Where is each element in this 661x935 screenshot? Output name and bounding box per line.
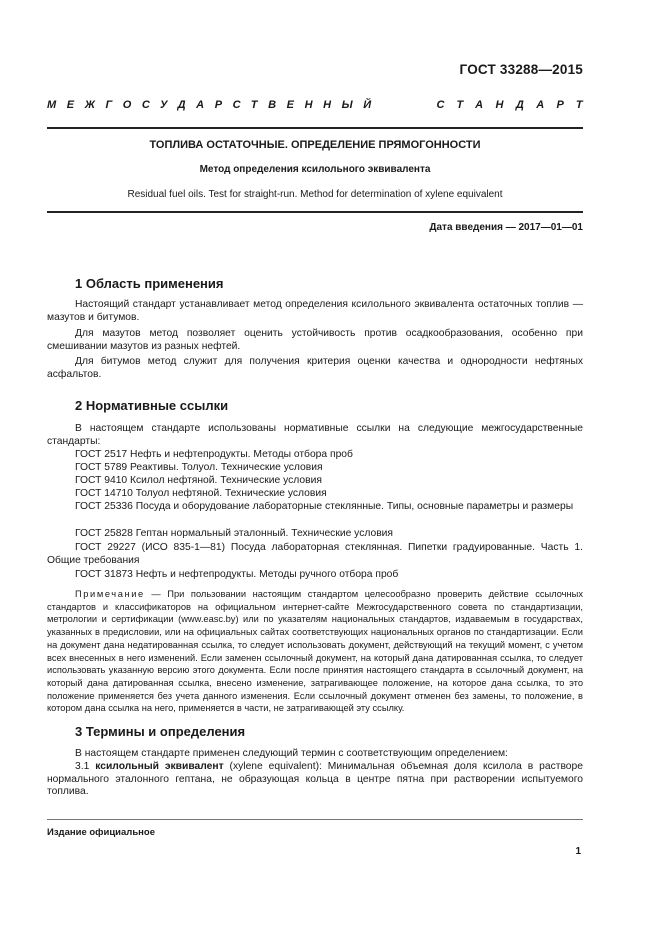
reference-item: ГОСТ 2517 Нефть и нефтепродукты. Методы отбора проб xyxy=(75,449,353,460)
reference-item: ГОСТ 9410 Ксилол нефтяной. Технические условия xyxy=(75,475,322,486)
reference-item: ГОСТ 14710 Толуол нефтяной. Технические условия xyxy=(75,488,327,499)
standard-type-line xyxy=(47,99,595,111)
reference-item: ГОСТ 5789 Реактивы. Толуол. Технические условия xyxy=(75,462,323,473)
page-number: 1 xyxy=(575,846,581,857)
footer-divider xyxy=(47,819,583,820)
term-number: 3.1 xyxy=(75,761,96,772)
section-2-heading: 2 Нормативные ссылки xyxy=(75,398,229,413)
top-divider xyxy=(47,127,583,129)
reference-item: ГОСТ 25828 Гептан нормальный эталонный. Технические условия xyxy=(75,528,393,539)
reference-item: ГОСТ 31873 Нефть и нефтепродукты. Методы ручного отбора проб xyxy=(75,569,399,580)
document-subtitle: Метод определения ксилольного эквивалента xyxy=(199,164,431,175)
gost-code: ГОСТ 33288—2015 xyxy=(459,62,583,77)
section-1-paragraph: Для битумов метод служит для получения критерия оценки качества и однородности нефтяных асфальтов. xyxy=(47,356,583,380)
term-name: ксилольный эквивалент xyxy=(95,761,224,772)
reference-item: ГОСТ 25336 Посуда и оборудование лабораторные стеклянные. Типы, основные параметры и размеры xyxy=(75,501,574,512)
title-divider xyxy=(47,211,583,213)
document-title-english: Residual fuel oils. Test for straight-run. Method for determination of xylene equivalent xyxy=(127,189,503,200)
standard-type-word1: МЕЖГОСУДАРСТВЕННЫЙ xyxy=(47,99,382,111)
term-definition xyxy=(47,761,583,799)
section-3-intro: В настоящем стандарте применен следующий термин с соответствующим определением: xyxy=(75,748,508,759)
introduction-date: Дата введения — 2017—01—01 xyxy=(429,222,583,233)
note-label: Примечание xyxy=(75,589,145,599)
section-1-paragraph: Настоящий стандарт устанавливает метод определения ксилольного эквивалента остаточных топлив — мазутов и битумов. xyxy=(47,299,583,323)
document-title: ТОПЛИВА ОСТАТОЧНЫЕ. ОПРЕДЕЛЕНИЕ ПРЯМОГОННОСТИ xyxy=(149,139,481,151)
standard-type-word2: СТАНДАРТ xyxy=(436,99,595,111)
section-3-heading: 3 Термины и определения xyxy=(75,724,246,739)
reference-item: ГОСТ 29227 (ИСО 835-1—81) Посуда лабораторная стеклянная. Пипетки градуированные. Часть 1. Общие требования xyxy=(47,542,583,566)
term-definition-text: (xylene equivalent): Минимальная объемная доля ксилола в растворе нормального эталонного гептана, не образующая кольца в центре пятна при растворении испытуемого топлива. xyxy=(47,761,583,798)
section-2-intro: В настоящем стандарте использованы нормативные ссылки на следующие межгосударственные стандарты: xyxy=(47,423,583,447)
note-text: — При пользовании настоящим стандартом целесообразно проверить действие ссылочных стандартов и классификаторов на официальном интернет-сайте Межгосударственного совета по стандартизации, метрологии и сертификации (www.easc.by) или по указателям национальных стандартов, издаваемым в государствах, указанных в предисловии, или на официальных сайтах соответствующих национальных органов по стандартизации. Если на документ дана недатированная ссылка, то следует использовать документ, действующий на текущий момент, с учетом всех внесенных в него изменений. Если заменен ссылочный документ, на который дана датированная ссылка, то следует использовать указанную версию этого документа. Если после принятия настоящего стандарта в ссылочный документ, на который дана датированная ссылка, внесено изменение, затрагивающее положение, на которое дана ссылка, то это положение применяется без учета данного изменения. Если ссылочный документ отменен без замены, то положение, в котором дана ссылка на него, применяется в части, не затрагивающей эту ссылку. xyxy=(47,589,583,714)
section-1-heading: 1 Область применения xyxy=(75,276,224,291)
edition-label: Издание официальное xyxy=(47,827,155,838)
references-note xyxy=(47,588,583,715)
section-1-paragraph: Для мазутов метод позволяет оценить устойчивость против осадкообразования, особенно при смешивании мазутов из разных нефтей. xyxy=(47,328,583,352)
